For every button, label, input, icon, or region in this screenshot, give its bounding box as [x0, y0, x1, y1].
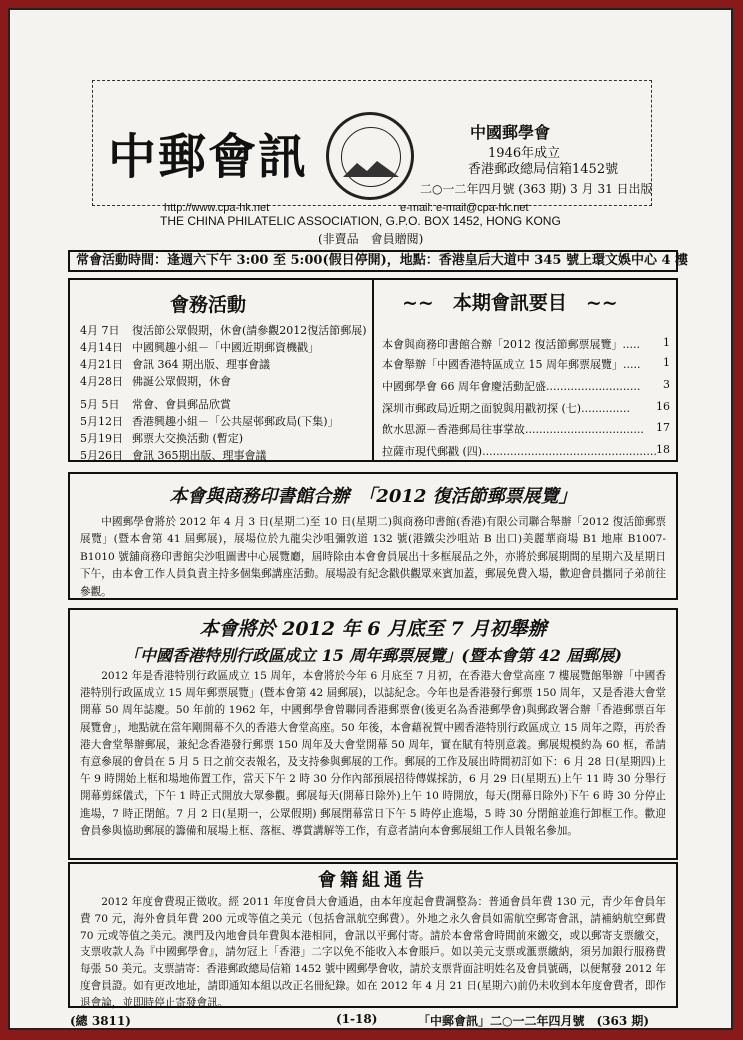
footer-pages: (1-18): [336, 1012, 378, 1026]
article-body: 2012 年是香港特別行政區成立 15 周年，本會將於今年 6 月底至 7 月初，在香港大會堂高座 7 樓展覽館舉辦「中國香港特別行政區成立 15 周年郵票展覽」(暨本會第 42 屆郵展)，以誌紀念。今年也是香港發行郵票 150 周年，又是香港大會堂開幕 50 周年誌慶。50 年前的 1962 年，中國郵學會曾聯同香港郵票會(後更名為香港郵學會)與郵政署合辦「香港郵票百年展覽會」，地點就在當年剛開幕不久的香港大會堂高座。50 年後，本會藉祝賀中國香港特別行政區成立 15 周年之際，再於香港大會堂舉辦郵展，兼紀念香港發行郵票 150 周年及大會堂開幕 50 周年，實在賦有特別意義。郵展規模約為 60 框，希請有意參展的會員在 5 月 5 日之前交表報名，及支持參與郵展的工作。郵展的工作及展出時間初訂如下：6 月 28 日(星期四)上午 9 時開始上框和場地佈置工作，當天下午 2 時 30 分作內部預展招待傳媒採訪，6 月 29 日(星期五)上午 11 時 30 分舉行開幕剪綵儀式，下午 1 時正式開放大眾參觀。郵展每天(開幕日除外)上午 10 時開放，每天(閉幕日除外)下午 6 時 30 分停止進場，7 時正閉館。7 月 2 日(星期一，公眾假期) 郵展閉幕當日下午 5 時停止進場，5 時 30 分閉館並進行卸框工作。歡迎會員參與協助郵展的籌備和展場上框、落框、導賞講解等工作，有意者請向本會郵展組工作人員報名參加。: [80, 670, 666, 837]
website-link[interactable]: http://www.cpa-hk.net: [164, 202, 270, 214]
toc-title: ~~ 本期會訊要目 ~~: [402, 292, 618, 314]
activity-item: 4月14日 中國興趣小組－「中國近期郵資機戳」: [80, 341, 319, 354]
org-po-box: 香港郵政總局信箱1452號: [468, 162, 619, 177]
article-title: 會籍組通告: [318, 870, 428, 891]
activity-time-bar: 常會活動時間：逢週六下午 3:00 至 5:00(假日停開)，地點：香港皇后大道中 345 號上環文娛中心 4 樓: [68, 250, 678, 272]
activity-item: 5月26日 會訊 365期出版、理事會議: [80, 449, 267, 462]
org-founded: 1946年成立: [488, 146, 561, 161]
activity-item: 4月 7日 復活節公眾假期，休會(請參觀2012復活節郵展): [80, 324, 367, 337]
newsletter-title: 中郵會訊: [108, 129, 309, 185]
association-seal-icon: [326, 112, 414, 200]
non-sale-note: (非賣品 會員贈閱): [318, 232, 424, 246]
article-body: 2012 年度會費現正徵收。經 2011 年度會員大會通過，由本年度起會費調整為：普通會員年費 130 元，青少年會員年費 70 元，海外會員年費 200 元或等值之美元（包括會訊航空郵費）。外地之永久會員如需航空郵寄會訊，請補納航空郵費 70 元或等值之美元。澳門及內地會員年費與本港相同，會訊以平郵付寄。請於本會常會時間前來繳交，或以郵寄支票繳交，支票收款人為『中國郵學會』，請勿冠上「香港」二字以免不能收入本會賬戶。如以美元支票或滙票繳納，須另加銀行服務費每張 50 美元。支票請寄：香港郵政總局信箱 1452 號中國郵學會收，請於支票背面註明姓名及會員號碼，以便幫發 2012 年度會員證。如有更改地址，請即通知本組以改正名冊紀錄。如在 2012 年 4 月 21 日(星期六)前仍未收到本年度會費者，即作退會論，並即時停止寄發會訊。: [80, 896, 666, 1009]
toc-item[interactable]: 本會舉辦「中國香港特區成立 15 周年郵票展覽」..... 1: [382, 356, 670, 371]
activity-item: 5月 5日 常會、會員郵品欣賞: [80, 398, 231, 411]
toc-item[interactable]: 中國郵學會 66 周年會慶活動記盛........................... 3: [382, 378, 670, 393]
article-membership-notice: [68, 862, 678, 1008]
association-address: THE CHINA PHILATELIC ASSOCIATION, G.P.O. BOX 1452, HONG KONG: [160, 214, 561, 228]
footer-issue: 「中郵會訊」二○一二年四月號 (363 期): [418, 1014, 650, 1028]
email-link[interactable]: e-mail: e-mail@cpa-hk.net: [400, 202, 529, 214]
issue-info: 二○一二年四月號 (363 期) 3 月 31 日出版: [420, 182, 653, 196]
org-name: 中國郵學會: [470, 123, 551, 142]
article-title: 本會與商務印書館合辦 「2012 復活節郵票展覽」: [169, 486, 577, 507]
toc-item[interactable]: 深圳市郵政局近期之面貌與用戳初探 (七).............. 16: [382, 400, 670, 415]
activity-item: 5月19日 郵票大交換活動 (暫定): [80, 432, 244, 445]
article-hksar-15-expo: [68, 608, 678, 860]
article-subtitle: 「中國香港特別行政區成立 15 周年郵票展覽」(暨本會第 42 屆郵展): [124, 646, 622, 665]
column-divider: [372, 278, 374, 462]
toc-item[interactable]: 拉薩市現代郵戳 (四).................................................. 18: [382, 443, 670, 458]
activity-item: 4月28日 佛誕公眾假期，休會: [80, 375, 231, 388]
article-easter-expo: [68, 472, 678, 600]
article-body: 中國郵學會將於 2012 年 4 月 3 日(星期二)至 10 日(星期二)與商務印書館(香港)有限公司聯合舉辦「2012 復活節郵票展覽」(暨本會第 41 屆郵展)，展場位於九龍尖沙咀彌敦道 132 號(港鐵尖沙咀站 B 出口)美麗華商場 B1 地庫 B1007-B1010 號舖商務印書館尖沙咀圖書中心展覽廳，屆時除由本會會員展出十多框展品之外，亦將於郵展期間的星期六及星期日下午，由本會工作人員負責主持多個集郵講座活動。展場設有紀念戳供觀眾來賓加蓋，郵展免費入場，歡迎會員攜同子弟前往參觀。: [80, 516, 666, 598]
activities-title: 會務活動: [170, 294, 247, 316]
article-title: 本會將於 2012 年 6 月底至 7 月初舉辦: [199, 618, 547, 640]
toc-item[interactable]: 本會與商務印書館合辦「2012 復活節郵票展覽」..... 1: [382, 336, 670, 351]
activity-item: 4月21日 會訊 364 期出版、理事會議: [80, 358, 270, 371]
activity-item: 5月12日 香港興趣小組－「公共屋邨郵政局(下集)」: [80, 415, 339, 428]
toc-item[interactable]: 飲水思源－香港郵局往事掌故.................................. 17: [382, 421, 670, 436]
footer-total: (總 3811): [70, 1014, 131, 1028]
